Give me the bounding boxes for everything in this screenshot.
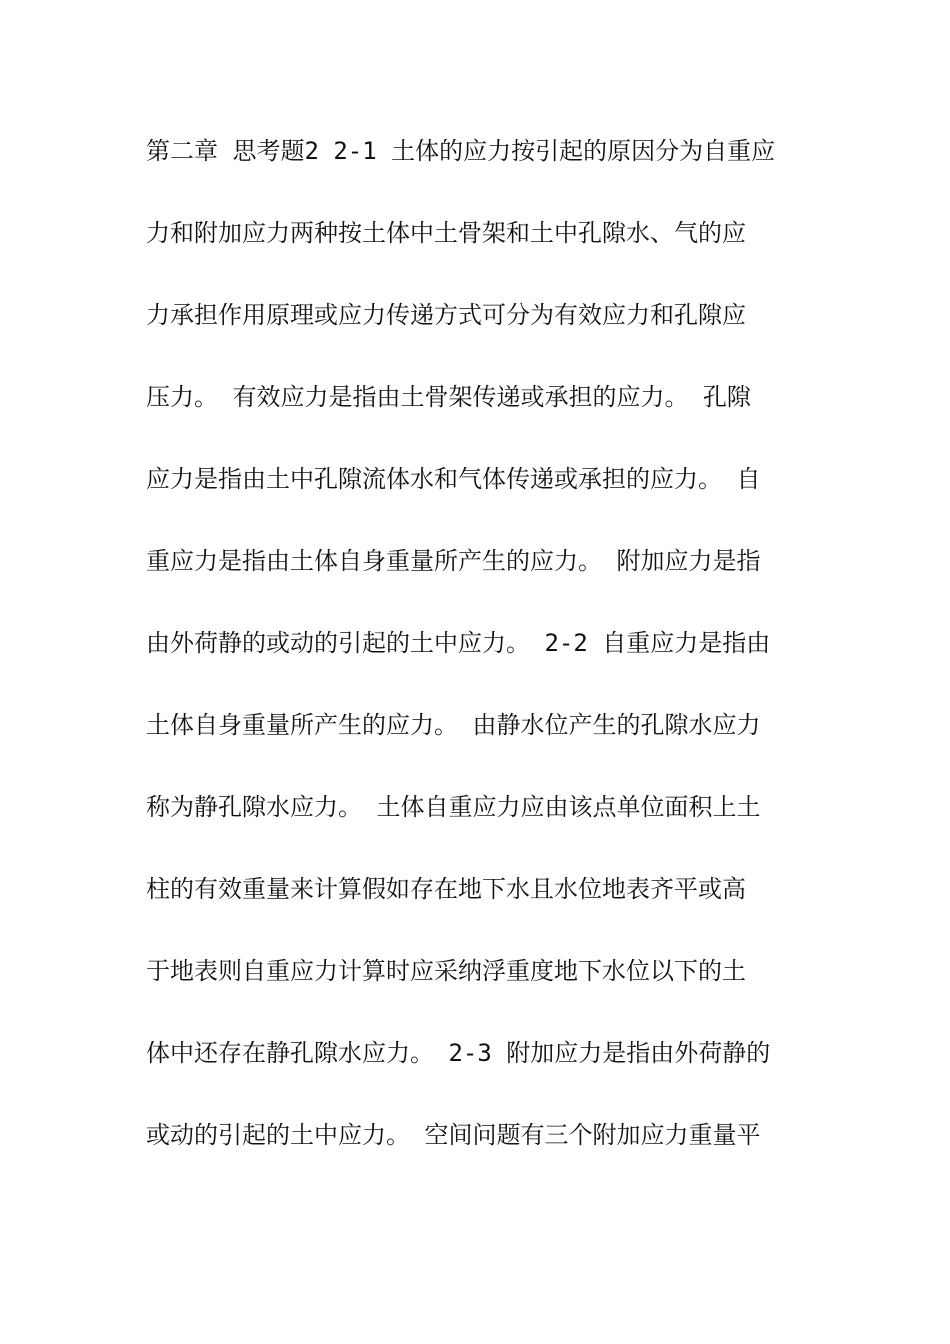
- text-line: 力和附加应力两种按土体中土骨架和土中孔隙水、气的应: [146, 219, 746, 247]
- text-line: 力承担作用原理或应力传递方式可分为有效应力和孔隙应: [146, 301, 746, 329]
- body-text: [146, 128, 826, 1194]
- text-line: 于地表则自重应力计算时应采纳浮重度地下水位以下的土: [146, 957, 746, 985]
- text-line: 由外荷静的或动的引起的土中应力。 2-2 自重应力是指由: [146, 629, 771, 657]
- text-line: 体中还存在静孔隙水应力。 2-3 附加应力是指由外荷静的: [146, 1039, 771, 1067]
- text-line: 第二章 思考题2 2-1 土体的应力按引起的原因分为自重应: [146, 137, 776, 165]
- text-line: 压力。 有效应力是指由土骨架传递或承担的应力。 孔隙: [146, 383, 751, 411]
- text-line: 或动的引起的土中应力。 空间问题有三个附加应力重量平: [146, 1121, 761, 1149]
- text-line: 土体自身重量所产生的应力。 由静水位产生的孔隙水应力: [146, 711, 761, 739]
- text-line: 应力是指由土中孔隙流体水和气体传递或承担的应力。 自: [146, 465, 761, 493]
- text-line: 称为静孔隙水应力。 土体自重应力应由该点单位面积上土: [146, 793, 761, 821]
- text-line: 重应力是指由土体自身重量所产生的应力。 附加应力是指: [146, 547, 761, 575]
- text-line: 柱的有效重量来计算假如存在地下水且水位地表齐平或高: [146, 875, 746, 903]
